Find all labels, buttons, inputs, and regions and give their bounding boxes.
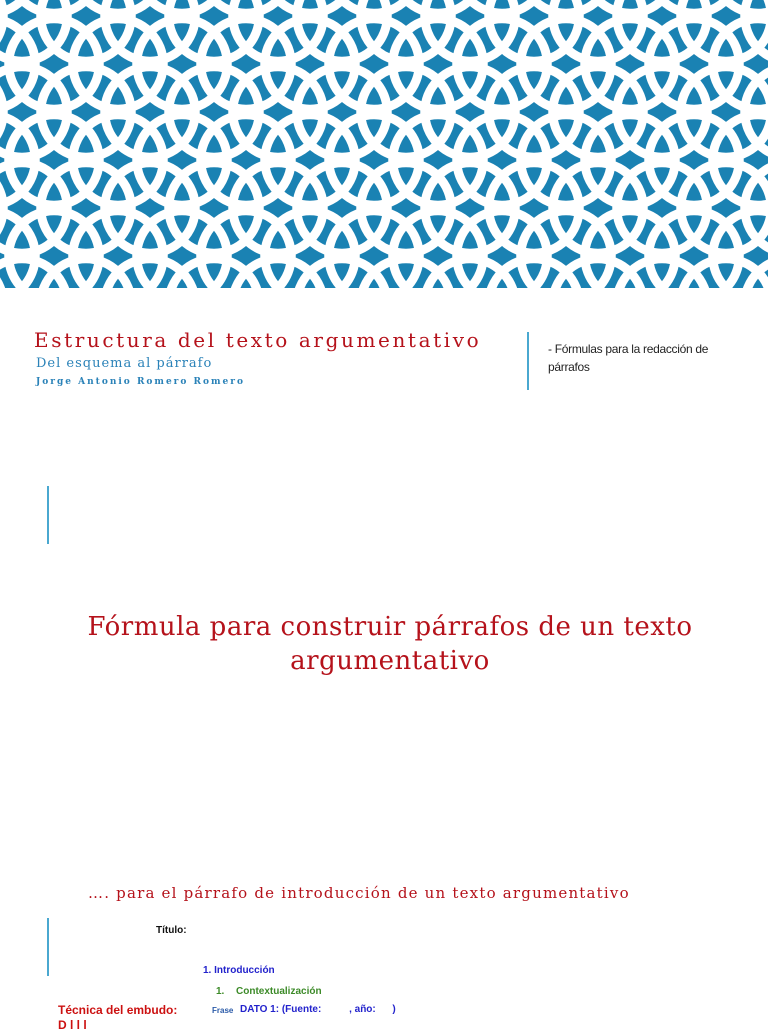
formula-heading: Fórmula para construir párrafos de un texto argumentativo (87, 612, 693, 676)
funnel-technique-label: Técnica del embudo: (58, 1003, 178, 1017)
author-name: Jorge Antonio Romero Romero (36, 377, 246, 387)
slide-accent-line (47, 486, 49, 544)
presentation-note: - Fórmulas para la redacción de párrafos (548, 342, 709, 374)
decorative-pattern-banner (0, 0, 768, 288)
introduction-heading: …. para el párrafo de introducción de un texto argumentativo (88, 884, 630, 902)
circle-lattice-pattern (0, 0, 768, 288)
dato-label: DATO 1: (Fuente: , año: ) (240, 1004, 396, 1015)
contextualization-item (216, 986, 322, 997)
titulo-label: Título: (156, 925, 187, 936)
title-divider (527, 332, 529, 390)
contextualization-number: 1. (216, 986, 225, 997)
introduction-label: 1. Introducción (203, 965, 275, 976)
presentation-subtitle: Del esquema al párrafo (36, 356, 213, 371)
presentation-title: Estructura del texto argumentativo (34, 328, 482, 352)
contextualization-label: Contextualización (236, 986, 322, 997)
frase-label: Frase (212, 1006, 234, 1015)
slide-accent-line-2 (47, 918, 49, 976)
funnel-technique-line-2: D l l l (58, 1018, 87, 1032)
